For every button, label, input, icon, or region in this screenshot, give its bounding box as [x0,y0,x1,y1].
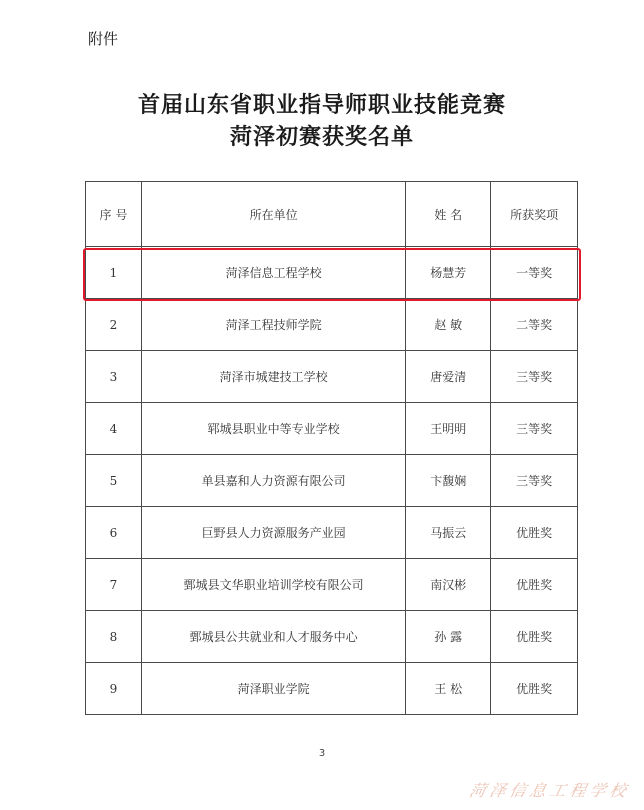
table-row [86,611,578,663]
cell-organization: 鄄城县文华职业培训学校有限公司 [141,559,405,611]
attachment-label: 附件 [88,30,119,48]
cell-award: 一等奖 [491,247,578,299]
cell-organization: 单县嘉和人力资源有限公司 [141,455,405,507]
cell-award: 二等奖 [491,299,578,351]
cell-serial-number: 6 [86,507,142,559]
cell-name: 南汉彬 [406,559,491,611]
cell-organization: 菏泽职业学院 [141,663,405,715]
cell-name: 卞馥娴 [406,455,491,507]
cell-organization: 郓城县职业中等专业学校 [141,403,405,455]
cell-serial-number: 3 [86,351,142,403]
header-organization: 所在单位 [141,182,405,247]
table-row [86,507,578,559]
cell-name: 马振云 [406,507,491,559]
table-row [86,299,578,351]
cell-award: 优胜奖 [491,507,578,559]
table-row [86,351,578,403]
cell-serial-number: 5 [86,455,142,507]
table-row [86,403,578,455]
table-row [86,559,578,611]
document-title-line2: 菏泽初赛获奖名单 [229,125,414,150]
cell-name: 杨慧芳 [406,247,491,299]
document-title-line1: 首届山东省职业指导师职业技能竞赛 [137,93,506,118]
cell-award: 三等奖 [491,403,578,455]
table-row [86,455,578,507]
table-row [86,247,578,299]
cell-award: 三等奖 [491,351,578,403]
header-name: 姓 名 [406,182,491,247]
cell-organization: 鄄城县公共就业和人才服务中心 [141,611,405,663]
cell-serial-number: 8 [86,611,142,663]
cell-organization: 菏泽信息工程学校 [141,247,405,299]
cell-serial-number: 4 [86,403,142,455]
cell-name: 王 松 [406,663,491,715]
cell-name: 唐爱清 [406,351,491,403]
header-award: 所获奖项 [491,182,578,247]
award-table [85,181,578,715]
cell-organization: 菏泽工程技师学院 [141,299,405,351]
cell-name: 王明明 [406,403,491,455]
cell-serial-number: 1 [86,247,142,299]
watermark-text: 菏泽信息工程学校 [467,781,632,800]
cell-name: 赵 敏 [406,299,491,351]
page-number: 3 [318,748,326,759]
cell-serial-number: 2 [86,299,142,351]
header-serial-number: 序 号 [86,182,142,247]
cell-serial-number: 7 [86,559,142,611]
cell-organization: 菏泽市城建技工学校 [141,351,405,403]
cell-serial-number: 9 [86,663,142,715]
table-row [86,663,578,715]
cell-award: 三等奖 [491,455,578,507]
cell-name: 孙 露 [406,611,491,663]
cell-award: 优胜奖 [491,663,578,715]
table-header-row [86,182,578,247]
cell-award: 优胜奖 [491,559,578,611]
cell-award: 优胜奖 [491,611,578,663]
cell-organization: 巨野县人力资源服务产业园 [141,507,405,559]
